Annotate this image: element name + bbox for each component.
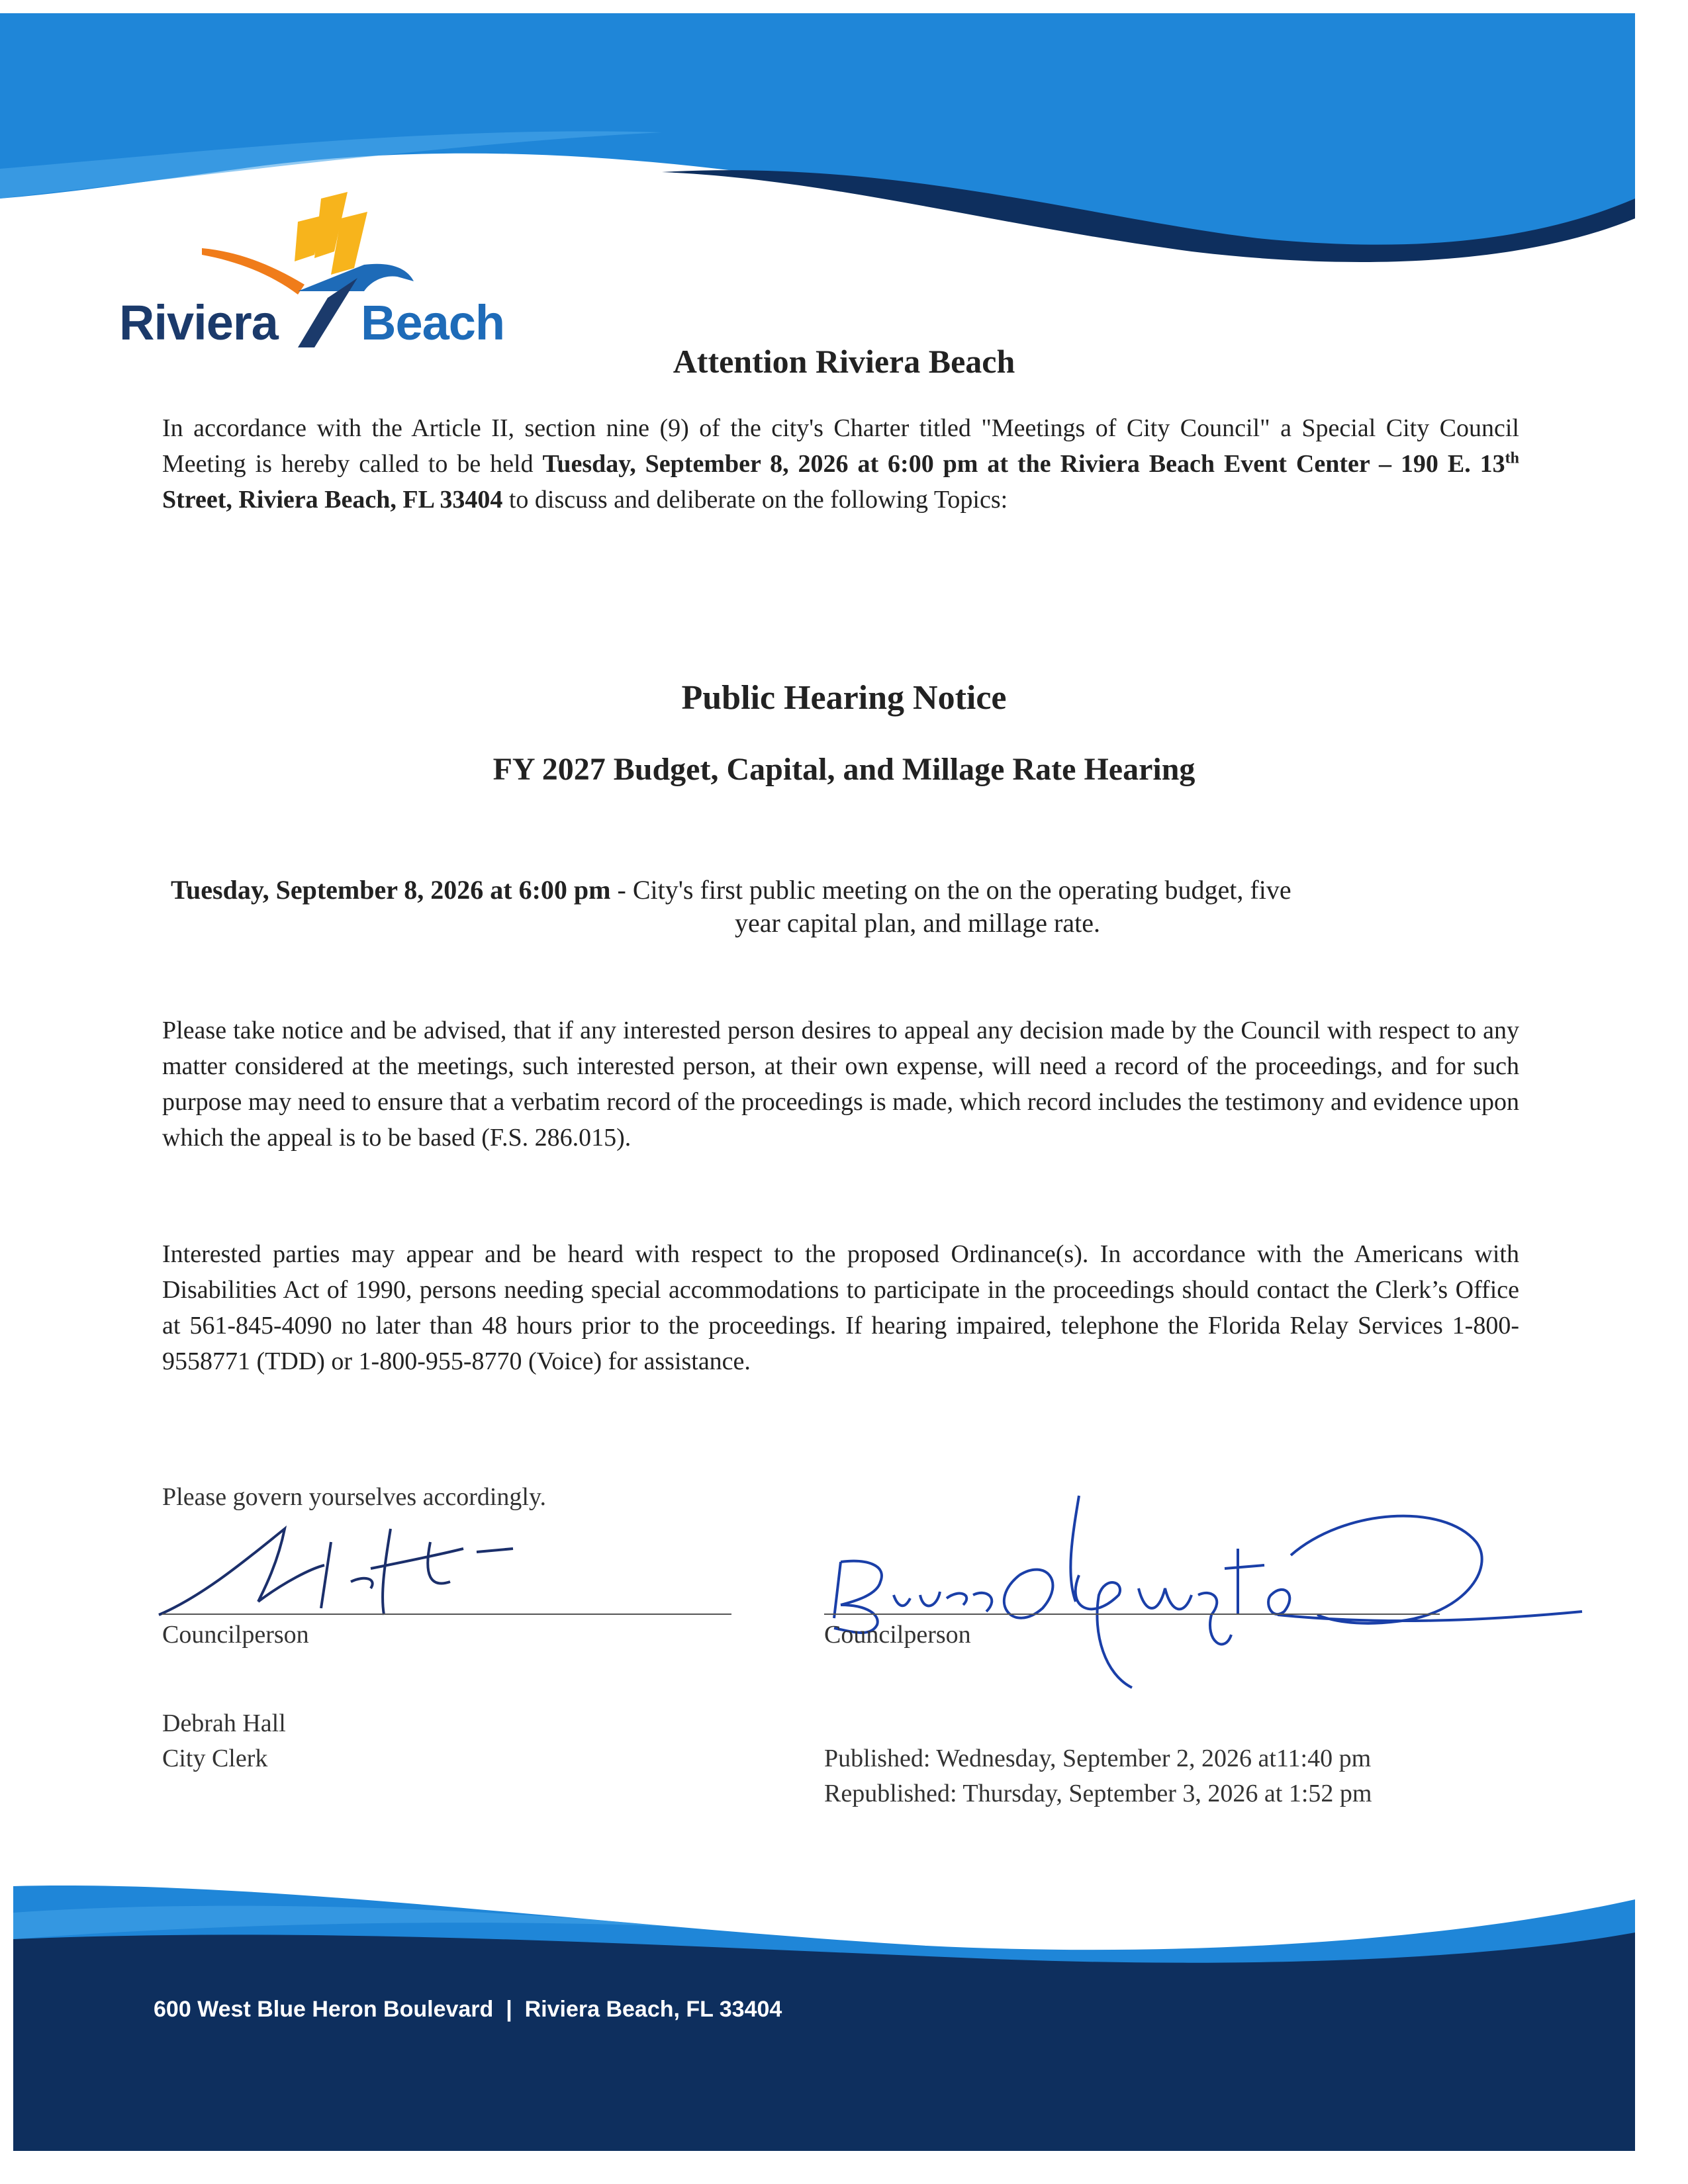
republished-date: Republished: Thursday, September 3, 2026 at 1:52 pm (824, 1780, 1372, 1807)
intro-text-pre: In accordance with the Article II, section nine (9) of the city's Charter titled "Meetings of City Council" a Special City Council Meeting is hereby called to be held (162, 414, 1519, 478)
notice-title: Public Hearing Notice (681, 679, 1007, 717)
right-signature (814, 1482, 1595, 1694)
ada-paragraph: Interested parties may appear and be heard with respect to the proposed Ordinance(s). In accordance with the Americans with Disabilities Act of 1990, persons needing special accommodations to participate in the proceedings should contact the Clerk’s Office at 561-845-4090 no later than 48 hours prior to the proceedings. If hearing impaired, telephone the Florida Relay Services 1-800-9558771 (TDD) or 1-800-955-8770 (Voice) for assistance. (162, 1240, 1519, 1375)
notice-subtitle: FY 2027 Budget, Capital, and Millage Rate Hearing (492, 752, 1196, 787)
published-date: Published: Wednesday, September 2, 2026 at11:40 pm (824, 1745, 1372, 1772)
intro-text-post: to discuss and deliberate on the following Topics: (502, 486, 1008, 514)
intro-paragraph (162, 410, 1519, 518)
appeal-paragraph: Please take notice and be advised, that if any interested person desires to appeal any decision made by the Council with respect to any matter considered at the meetings, such interested person, at their own expense, will need a record of the proceedings, and for such purpose may need to ensure that a verbatim record of the proceedings is made, which record includes the testimony and evidence upon which the appeal is to be based (F.S. 286.015). (162, 1017, 1519, 1152)
left-signature (152, 1502, 549, 1628)
intro-meeting-datetime: Tuesday, September 8, 2026 at 6:00 pm at the Riviera Beach Event Center – 190 E. 13 (542, 450, 1505, 478)
page-title: Attention Riviera Beach (673, 343, 1015, 380)
intro-ordinal-suffix: th (1505, 449, 1519, 467)
logo-word-beach: Beach (361, 295, 505, 350)
event-description-line1: - City's first public meeting on the on the operating budget, five (610, 875, 1291, 905)
clerk-name: Debrah Hall (162, 1709, 286, 1737)
logo-word-riviera: Riviera (119, 295, 278, 350)
left-signature-label: Councilperson (162, 1621, 309, 1649)
event-line (171, 874, 1528, 907)
right-signature-label: Councilperson (824, 1621, 971, 1649)
clerk-title: City Clerk (162, 1745, 268, 1772)
closing-line: Please govern yourselves accordingly. (162, 1483, 547, 1511)
event-date: Tuesday, September 8, 2026 at 6:00 pm (171, 875, 611, 905)
intro-meeting-address: Street, Riviera Beach, FL 33404 (162, 486, 503, 514)
footer-address: 600 West Blue Heron Boulevard | Riviera Beach, FL 33404 (154, 1997, 782, 2022)
left-signature-line (162, 1614, 731, 1615)
right-signature-line (824, 1614, 1440, 1615)
event-description-line2: year capital plan, and millage rate. (735, 908, 1100, 938)
